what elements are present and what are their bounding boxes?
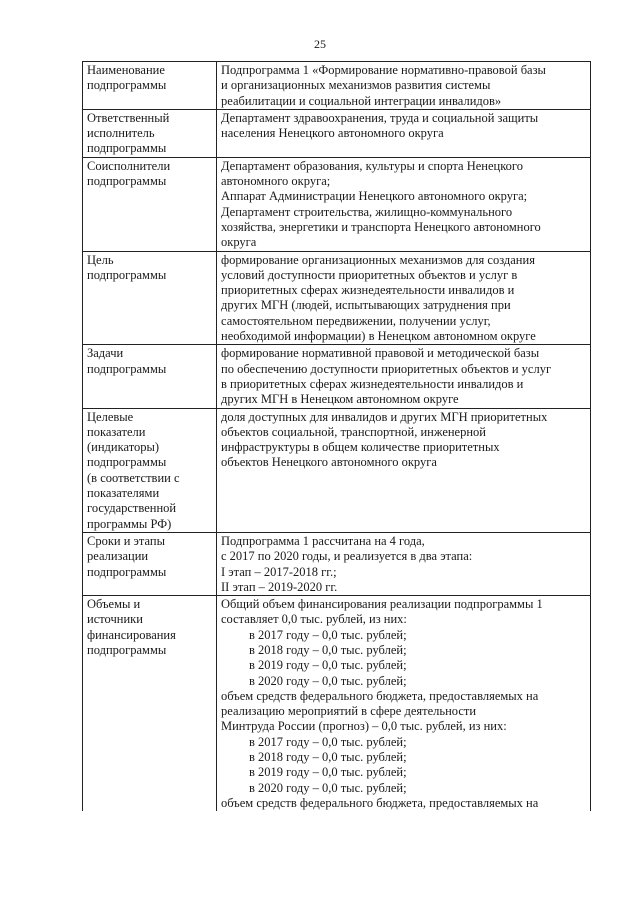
row-label-line: подпрограммы — [87, 361, 167, 376]
row-value-line: в 2018 году – 0,0 тыс. рублей; — [249, 750, 407, 765]
row-value-line: других МГН в Ненецком автономном округе — [221, 392, 459, 407]
row-value-line: в 2020 году – 0,0 тыс. рублей; — [249, 673, 407, 688]
passport-table-body — [83, 62, 591, 812]
row-value-line: объектов социальной, транспортной, инженерной — [221, 424, 486, 439]
row-value-line: объем средств федерального бюджета, предоставляемых на — [221, 795, 539, 810]
row-value-line: Подпрограмма 1 рассчитана на 4 года, — [221, 533, 425, 548]
row-value-line: в 2020 году – 0,0 тыс. рублей; — [249, 780, 407, 795]
row-value-line: реабилитации и социальной интеграции инвалидов» — [221, 93, 502, 108]
table-row — [83, 596, 591, 812]
row-value-line: населения Ненецкого автономного округа — [221, 126, 444, 141]
row-value-line: Департамент здравоохранения, труда и социальной защиты — [221, 110, 539, 125]
row-value-cell — [217, 408, 591, 532]
row-label-line: программы РФ) — [87, 516, 172, 531]
row-value-line: Подпрограмма 1 «Формирование нормативно-правовой базы — [221, 63, 546, 77]
row-value-line: в 2018 году – 0,0 тыс. рублей; — [249, 642, 407, 657]
row-value-line: в 2019 году – 0,0 тыс. рублей; — [249, 658, 407, 673]
row-value-cell — [217, 596, 591, 812]
row-value-cell — [217, 157, 591, 251]
row-label-line: (индикаторы) — [87, 440, 160, 455]
row-label-line: исполнитель — [87, 126, 155, 141]
row-label-line: Наименование — [87, 63, 165, 77]
row-value-line: самостоятельном передвижении, получении услуг, — [221, 313, 491, 328]
row-label-line: показателями — [87, 486, 160, 501]
row-value-line: Департамент образования, культуры и спорта Ненецкого — [221, 158, 523, 173]
row-label-line: Объемы и — [87, 597, 141, 612]
row-label-line: Сроки и этапы — [87, 533, 165, 548]
row-label-line: государственной — [87, 501, 177, 516]
row-value-line: округа — [221, 235, 257, 250]
table-row — [83, 157, 591, 251]
row-value-cell — [217, 532, 591, 595]
row-value-line: II этап – 2019-2020 гг. — [221, 579, 338, 594]
row-value-line: приоритетных сферах жизнедеятельности инвалидов и — [221, 283, 515, 298]
row-value-line: других МГН (людей, испытывающих затруднения при — [221, 298, 511, 313]
row-value-line: с 2017 по 2020 годы, и реализуется в два этапа: — [221, 549, 473, 564]
row-label-line: Цель — [87, 252, 114, 267]
row-value-line: в приоритетных сферах жизнедеятельности инвалидов и — [221, 376, 524, 391]
row-value-line: объектов Ненецкого автономного округа — [221, 455, 437, 470]
row-label-line: (в соответствии с — [87, 470, 180, 485]
row-label-cell — [83, 62, 217, 110]
subprogram-passport-table — [82, 61, 591, 811]
row-label-line: подпрограммы — [87, 455, 167, 470]
row-label-line: подпрограммы — [87, 141, 167, 156]
table-row — [83, 345, 591, 408]
row-label-line: финансирования — [87, 627, 176, 642]
row-value-line: формирование нормативной правовой и методической базы — [221, 346, 540, 361]
row-label-line: Задачи — [87, 346, 124, 361]
row-value-line: Общий объем финансирования реализации подпрограммы 1 — [221, 597, 543, 612]
row-value-line: I этап – 2017-2018 гг.; — [221, 564, 337, 579]
row-value-line: в 2017 году – 0,0 тыс. рублей; — [249, 734, 407, 749]
row-value-cell — [217, 109, 591, 157]
row-label-cell — [83, 251, 217, 345]
row-value-line: формирование организационных механизмов для создания — [221, 252, 535, 267]
row-label-line: подпрограммы — [87, 174, 167, 189]
row-label-line: подпрограммы — [87, 642, 167, 657]
row-value-line: хозяйства, энергетики и транспорта Ненецкого автономного — [221, 219, 541, 234]
row-label-cell — [83, 157, 217, 251]
row-label-line: Ответственный — [87, 110, 170, 125]
row-label-line: подпрограммы — [87, 78, 167, 93]
table-row — [83, 251, 591, 345]
row-value-line: реализацию мероприятий в сфере деятельности — [221, 704, 477, 719]
row-value-line: составляет 0,0 тыс. рублей, из них: — [221, 612, 407, 627]
page-number: 25 — [314, 37, 326, 51]
table-row — [83, 408, 591, 532]
row-label-cell — [83, 109, 217, 157]
table-row — [83, 62, 591, 110]
row-value-line: инфраструктуры в общем количестве приоритетных — [221, 440, 500, 455]
row-value-line: объем средств федерального бюджета, предоставляемых на — [221, 688, 539, 703]
row-value-line: доля доступных для инвалидов и других МГН приоритетных — [221, 409, 548, 424]
row-value-line: необходимой информации) в Ненецком автономном округе — [221, 329, 536, 344]
row-value-line: Департамент строительства, жилищно-коммунального — [221, 204, 513, 219]
row-value-line: в 2019 году – 0,0 тыс. рублей; — [249, 765, 407, 780]
table-row — [83, 532, 591, 595]
row-label-cell — [83, 596, 217, 812]
row-value-line: автономного округа; — [221, 174, 331, 189]
row-value-line: и организационных механизмов развития системы — [221, 78, 491, 93]
row-value-cell — [217, 251, 591, 345]
row-value-cell — [217, 62, 591, 110]
row-label-cell — [83, 532, 217, 595]
row-value-line: Аппарат Администрации Ненецкого автономного округа; — [221, 189, 528, 204]
row-value-line: по обеспечению доступности приоритетных объектов и услуг — [221, 361, 552, 376]
row-value-line: в 2017 году – 0,0 тыс. рублей; — [249, 627, 407, 642]
row-label-line: Целевые — [87, 409, 134, 424]
row-value-line: условий доступности приоритетных объектов и услуг в — [221, 267, 518, 282]
row-label-line: подпрограммы — [87, 267, 167, 282]
row-label-line: реализации — [87, 549, 149, 564]
row-label-line: источники — [87, 612, 143, 627]
table-row — [83, 109, 591, 157]
row-label-cell — [83, 408, 217, 532]
row-label-line: показатели — [87, 424, 146, 439]
row-label-line: подпрограммы — [87, 564, 167, 579]
row-value-line: Минтруда России (прогноз) – 0,0 тыс. рублей, из них: — [221, 719, 507, 734]
row-label-line: Соисполнители — [87, 158, 171, 173]
row-label-cell — [83, 345, 217, 408]
row-value-cell — [217, 345, 591, 408]
